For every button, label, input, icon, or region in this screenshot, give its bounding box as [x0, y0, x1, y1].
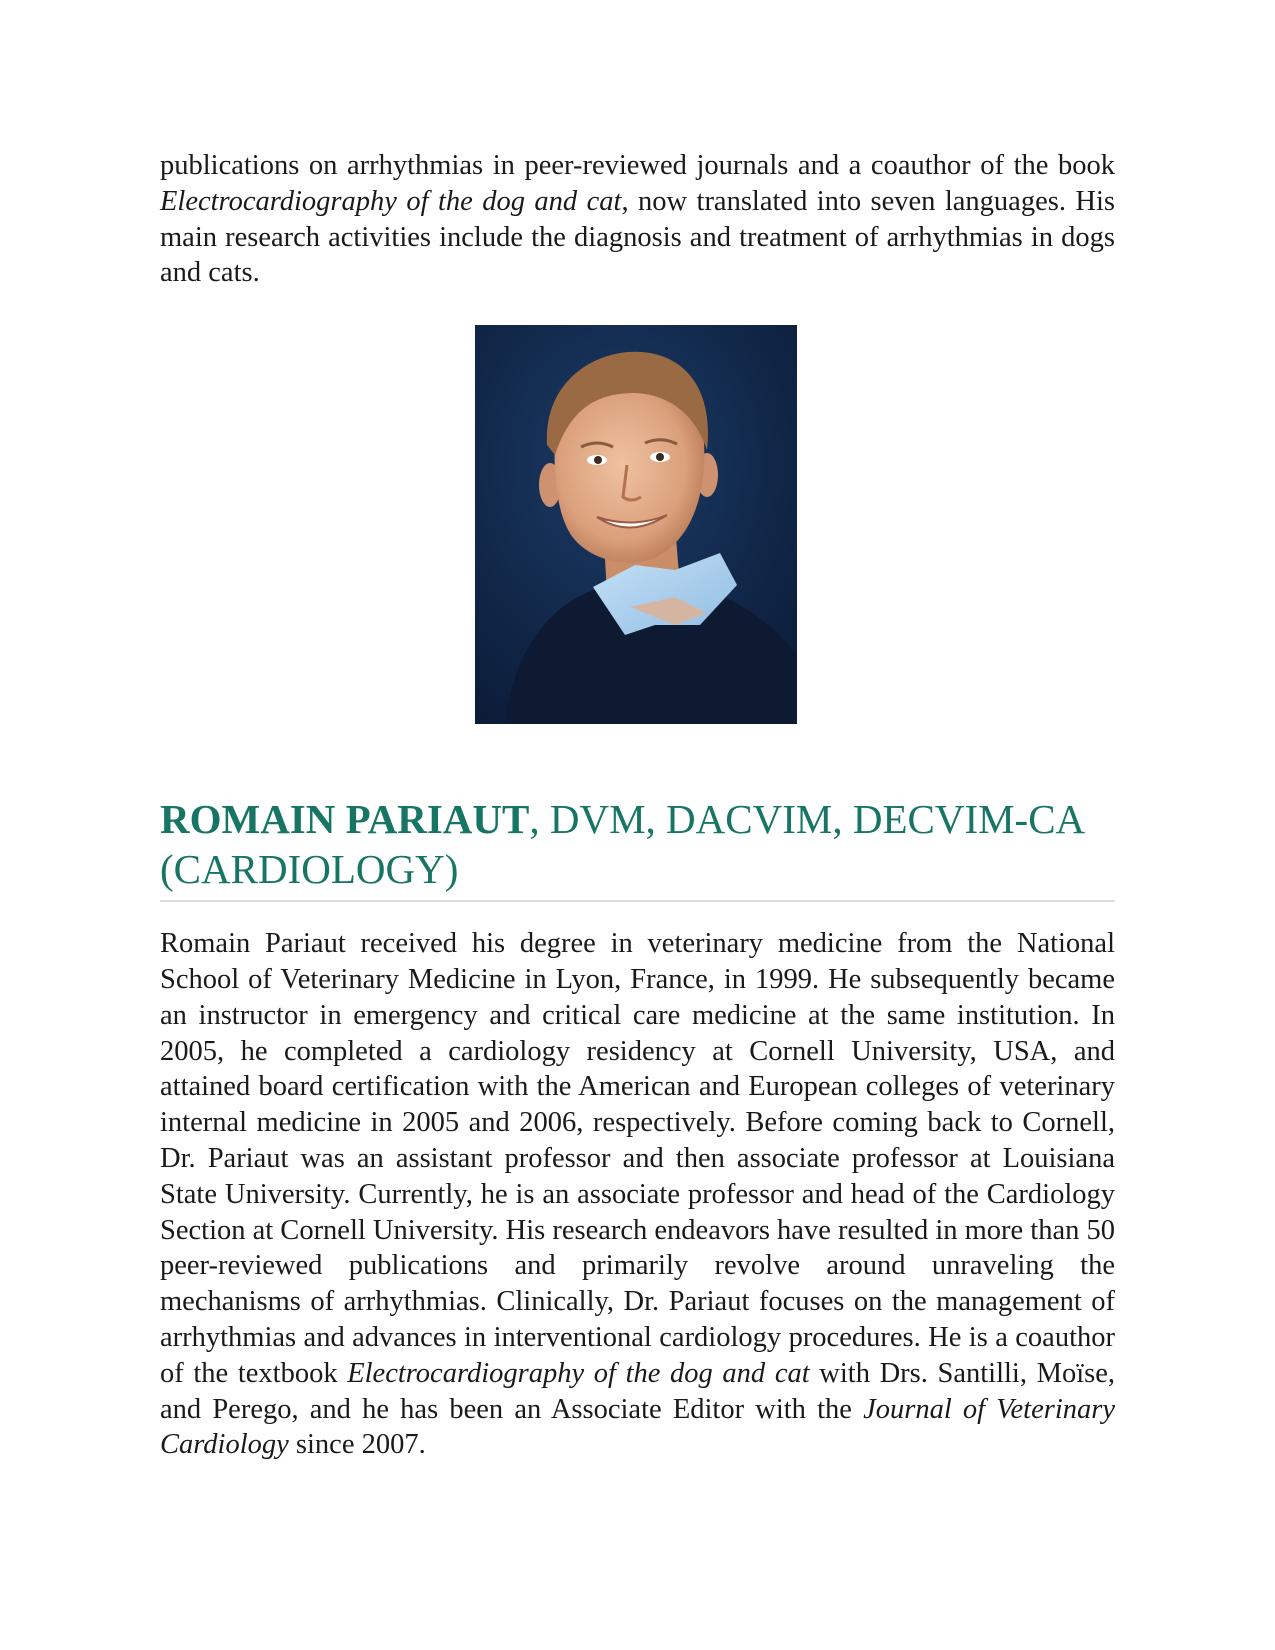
author-name: ROMAIN PARIAUT — [160, 796, 530, 843]
bio-book-title: Electrocardiography of the dog and cat — [347, 1357, 810, 1389]
author-portrait-photo — [475, 325, 797, 724]
intro-book-title: Electrocardiography of the dog and cat — [160, 185, 622, 217]
intro-paragraph — [160, 148, 1115, 291]
document-page — [160, 148, 1115, 1463]
bio-paragraph — [160, 926, 1115, 1463]
bio-text-3: since 2007. — [288, 1429, 426, 1461]
bio-text-1: Romain Pariaut received his degree in veterinary medicine from the National School of Veterinary Medicine in Lyon, France, in 1999. He subsequently became an instructor in emergency and critical care medicine at the same institution. In 2005, he completed a cardiology residency at Cornell University, USA, and attained board certification with the American and European colleges of veterinary internal medicine in 2005 and 2006, respectively. Before coming back to Cornell, Dr. Pariaut was an assistant professor and then associate professor at Louisiana State University. Currently, he is an associate professor and head of the Cardiology Section at Cornell University. His research endeavors have resulted in more than 50 peer-reviewed publications and primarily revolve around unraveling the mechanisms of arrhythmias. Clinically, Dr. Pariaut focuses on the management of arrhythmias and advances in interventional cardiology procedures. He is a coauthor of the textbook — [160, 928, 1115, 1389]
intro-text-2: , now translated into seven languages. His main research activities include the diagnosis and treatment of arrhythmias in dogs and cats. — [160, 185, 1115, 289]
author-credentials: , DVM, DACVIM, DECVIM-CA (CARDIOLOGY) — [160, 796, 1083, 893]
bio-text-2: with Drs. Santilli, Moïse, and Perego, and he has been an Associate Editor with the — [160, 1357, 1115, 1425]
bio-journal-title: Journal of Veterinary Cardiology — [160, 1393, 1115, 1461]
intro-text-1: publications on arrhythmias in peer-reviewed journals and a coauthor of the book — [160, 150, 1115, 181]
author-heading — [160, 794, 1115, 902]
